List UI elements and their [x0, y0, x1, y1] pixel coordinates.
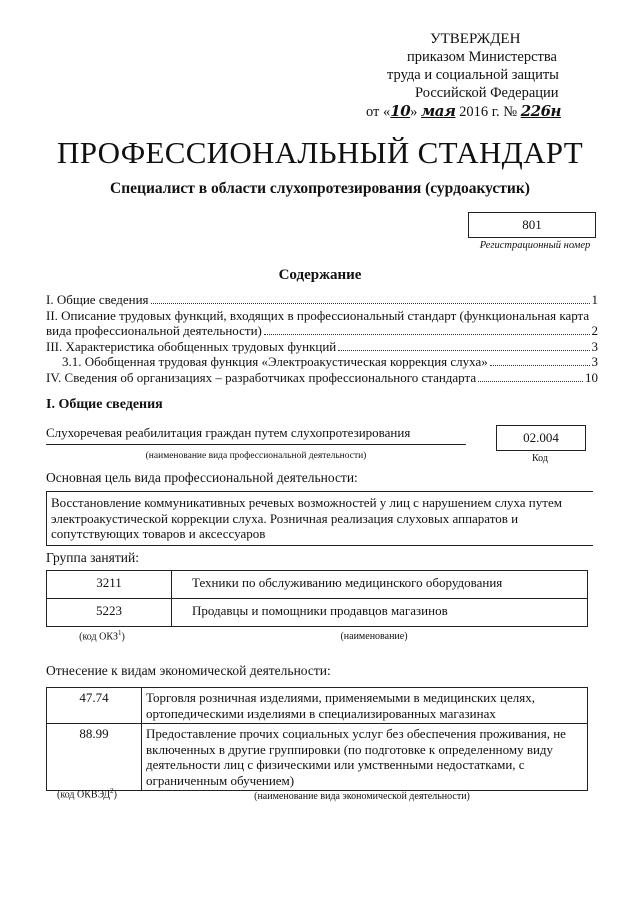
date-mid: » [410, 104, 422, 120]
approval-date-line [360, 102, 600, 121]
date-month: мая [421, 102, 456, 120]
registration-number-box: 801 [468, 212, 596, 238]
occupation-name-caption: (наименование) [340, 631, 408, 642]
toc-leader [490, 364, 590, 366]
econ-activities-table [46, 687, 588, 791]
toc-item[interactable] [46, 370, 598, 386]
toc-item-page: 10 [585, 369, 598, 385]
toc-leader [151, 302, 590, 304]
toc-item[interactable] [46, 354, 598, 370]
table-row [47, 724, 588, 791]
toc-item-page: 3 [591, 354, 598, 369]
okz-caption-end: ) [121, 631, 125, 643]
goal-text: Восстановление коммуникативных речевых возможностей у лиц с нарушением слуха путем электроакустической коррекции слуха. Розничная реализация слуховых аппаратов и сопутствующих товаров и аксессуаров [46, 491, 593, 546]
occupation-name: Техники по обслуживанию медицинского оборудования [172, 571, 588, 599]
toc-item-label: вида профессиональной деятельности) [46, 323, 262, 338]
document-title: ПРОФЕССИОНАЛЬНЫЙ СТАНДАРТ [57, 135, 583, 170]
toc-leader [478, 380, 583, 382]
contents-heading: Содержание [278, 267, 362, 283]
toc-item-page: 2 [591, 323, 598, 338]
okz-code-caption [46, 629, 158, 642]
approval-line2: труда и социальной защиты [387, 67, 559, 83]
okz-footnote-mark[interactable]: 1 [118, 629, 122, 637]
activity-code-box: 02.004 [496, 425, 586, 451]
occupation-code: 5223 [47, 599, 172, 627]
date-prefix: от « [366, 104, 391, 120]
registration-number-label: Регистрационный номер [479, 240, 591, 251]
toc-item-label: I. Общие сведения [46, 292, 149, 307]
toc-item[interactable] [46, 292, 598, 308]
econ-label: Отнесение к видам экономической деятельности: [46, 663, 331, 678]
toc-leader [264, 333, 590, 335]
econ-name-caption: (наименование вида экономической деятельности) [254, 791, 470, 802]
approval-block [360, 30, 600, 121]
table-row [47, 599, 588, 627]
toc-item-page: 1 [591, 292, 598, 307]
okz-caption-text: (код ОКЗ [79, 631, 119, 643]
okved-footnote-mark[interactable]: 2 [110, 787, 114, 795]
approval-line3: Российской Федерации [415, 85, 559, 101]
table-of-contents [46, 292, 598, 385]
approval-line1: приказом Министерства [407, 49, 557, 65]
goal-label: Основная цель вида профессиональной деятельности: [46, 470, 358, 485]
occupations-table [46, 570, 588, 627]
econ-code: 47.74 [47, 688, 142, 724]
approval-title: УТВЕРЖДЕН [430, 31, 521, 47]
toc-item-label: III. Характеристика обобщенных трудовых функций [46, 338, 337, 354]
okved-caption-end: ) [113, 789, 117, 801]
toc-item[interactable] [46, 339, 598, 355]
table-row [47, 688, 588, 724]
occupation-code: 3211 [47, 571, 172, 599]
date-year: 2016 г. № [455, 104, 521, 120]
toc-item[interactable] [46, 323, 598, 339]
econ-code: 88.99 [47, 724, 142, 791]
section-heading: I. Общие сведения [46, 397, 163, 412]
toc-item-label: IV. Сведения об организациях – разработчиках профессионального стандарта [46, 369, 477, 385]
occupation-name: Продавцы и помощники продавцов магазинов [172, 599, 588, 627]
toc-item-label: 3.1. Обобщенная трудовая функция «Электроакустическая коррекция слуха» [62, 354, 488, 369]
econ-name: Предоставление прочих социальных услуг без обеспечения проживания, не включенных в другие группировки (по подготовке к определенному виду деятельности лиц с физическими или умственными недостатками, с ограниченным обучением) [142, 724, 588, 791]
toc-leader [338, 349, 589, 351]
date-day: 10 [390, 102, 411, 120]
okved-caption-text: (код ОКВЭД [57, 789, 111, 801]
econ-name: Торговля розничная изделиями, применяемыми в медицинских целях, ортопедическими изделиями в специализированных магазинах [142, 688, 588, 724]
activity-kind: Слухоречевая реабилитация граждан путем слухопротезирования [46, 425, 466, 445]
activity-kind-caption: (наименование вида профессиональной деятельности) [145, 451, 367, 461]
okved-code-caption [46, 787, 128, 800]
order-number: 226н [520, 102, 561, 120]
document-subtitle: Специалист в области слухопротезирования (сурдоакустик) [110, 180, 530, 197]
toc-item-line1[interactable]: II. Описание трудовых функций, входящих в профессиональный стандарт (функциональная карта [46, 307, 590, 323]
table-row [47, 571, 588, 599]
toc-item-page: 3 [591, 338, 598, 354]
activity-code-caption: Код [532, 453, 548, 464]
group-label: Группа занятий: [46, 550, 139, 565]
